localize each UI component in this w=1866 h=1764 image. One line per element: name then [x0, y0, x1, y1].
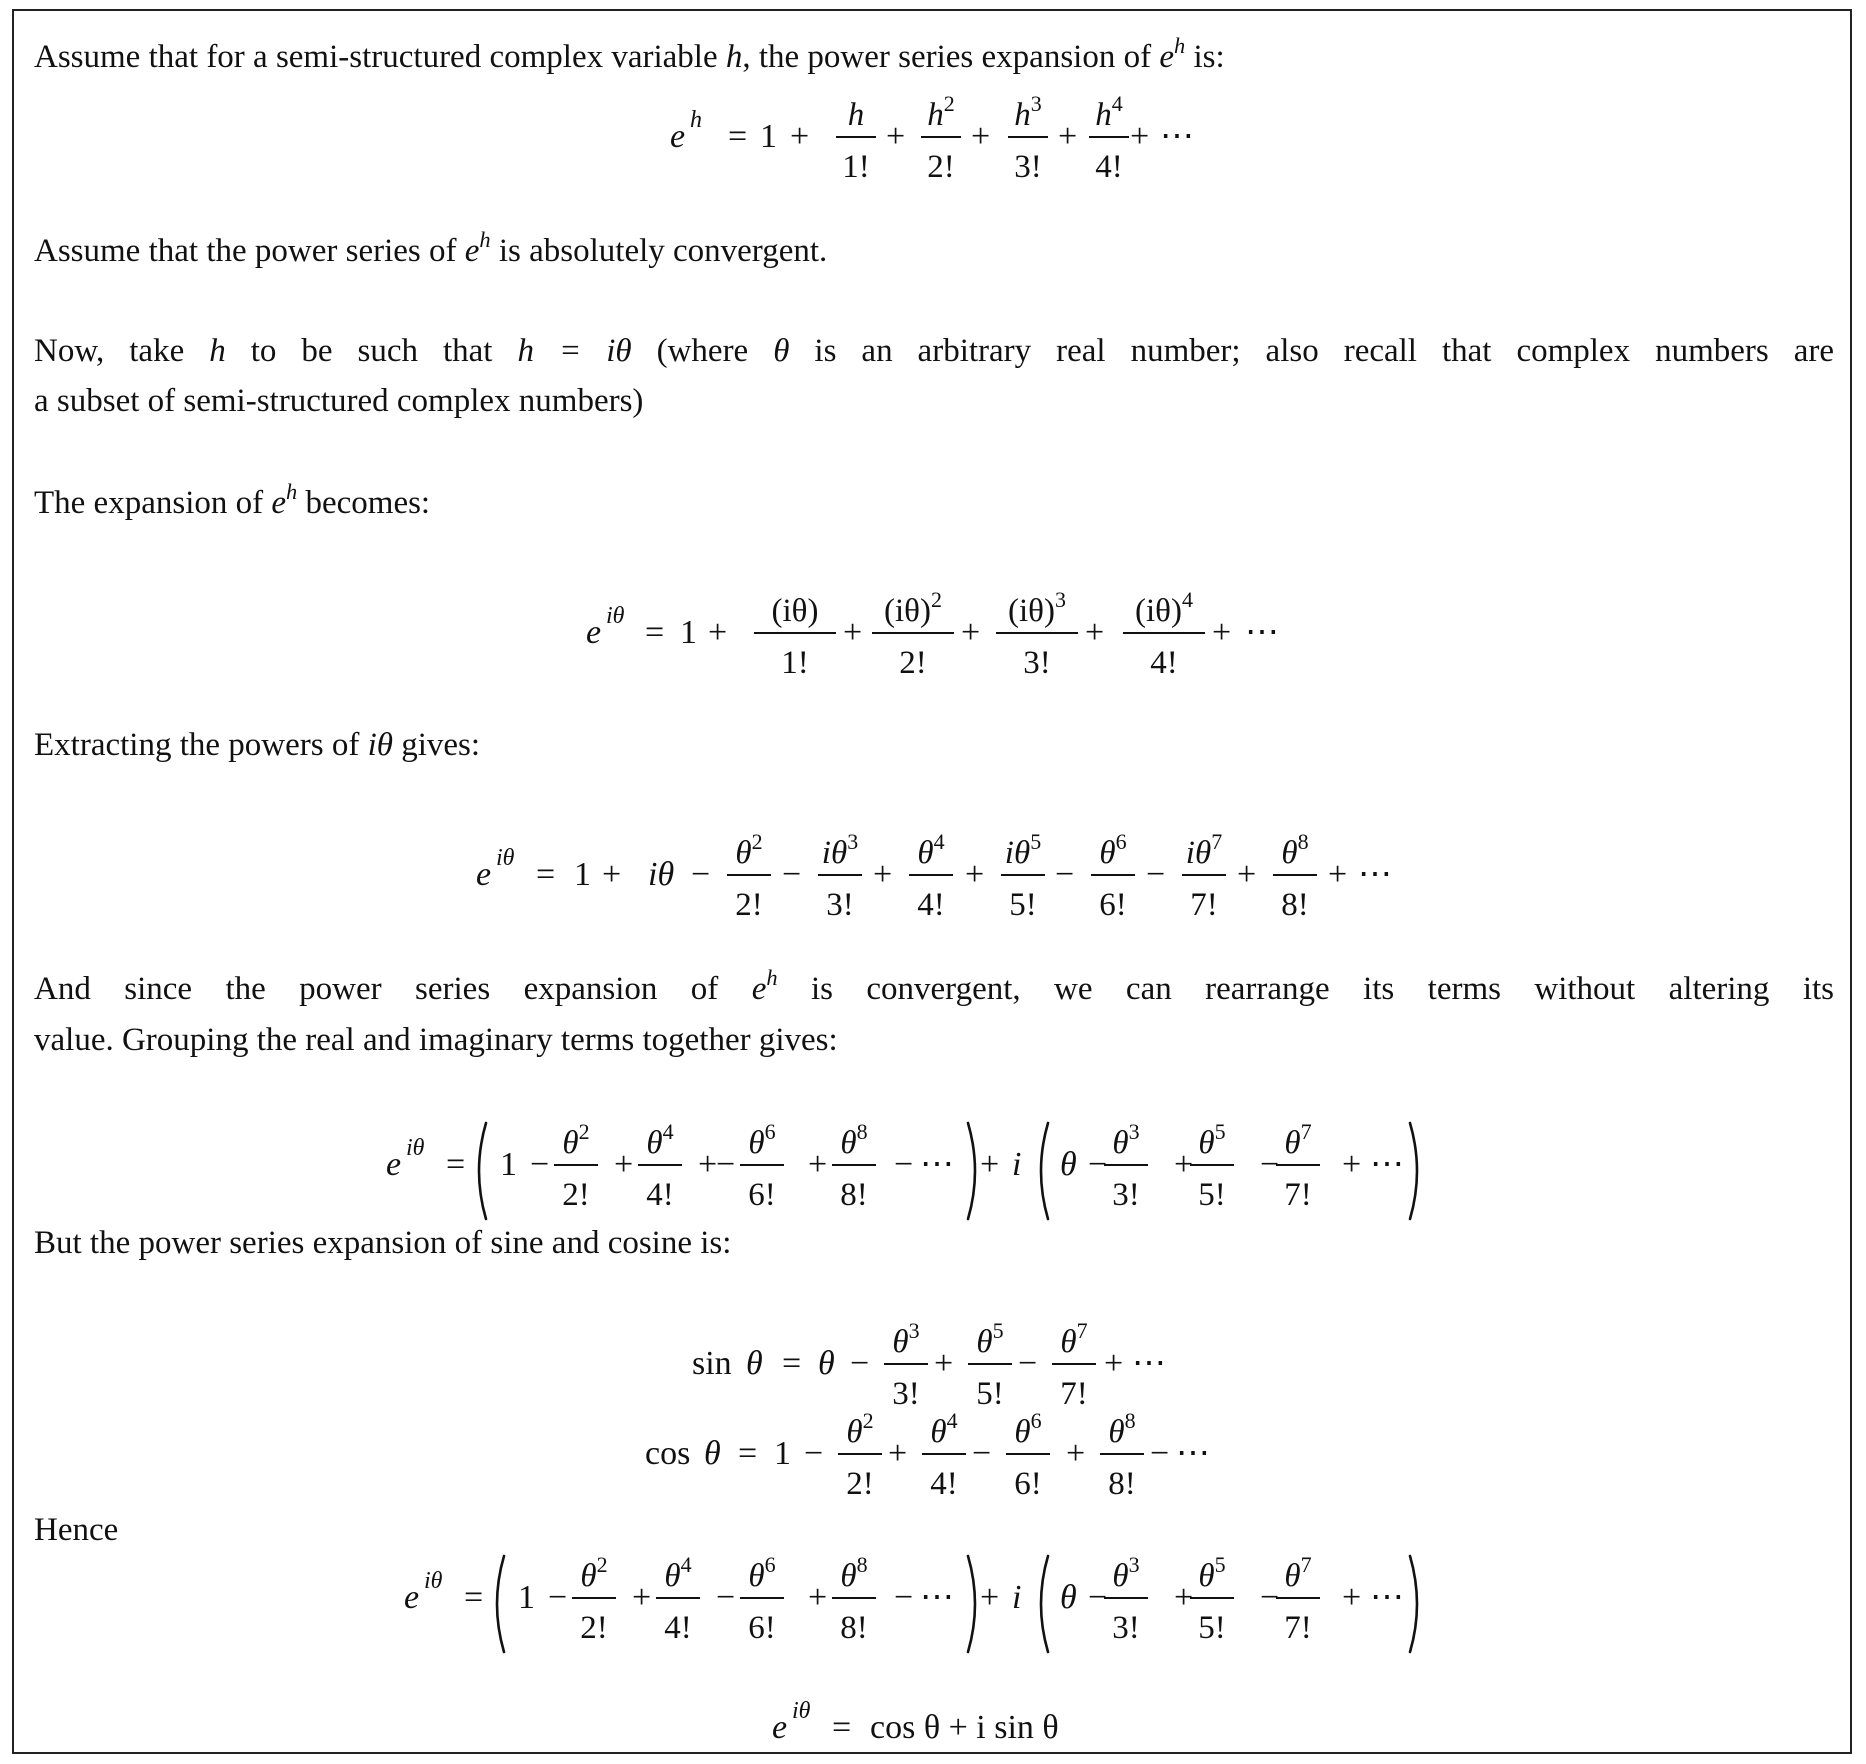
fraction-denominator: 2! — [846, 1466, 874, 1502]
equals-sign: = — [738, 1435, 758, 1472]
paragraph-hence: Hence — [34, 1512, 119, 1548]
exponent: 4 — [946, 1408, 958, 1433]
plus-sign: + — [843, 614, 863, 651]
operator: + — [1174, 1579, 1194, 1616]
e-symbol: e — [404, 1579, 420, 1616]
exponent: 4 — [662, 1119, 674, 1144]
fraction-numerator: $\theta^3$ — [1112, 1119, 1140, 1161]
fraction-denominator: 8! — [840, 1177, 868, 1213]
fraction-numerator: $\theta^4$ — [917, 829, 945, 871]
exponent: 2 — [930, 587, 942, 612]
plus-sign: + — [886, 118, 906, 155]
operator: + — [965, 856, 985, 893]
fraction-numerator: $h^2$ — [927, 91, 955, 133]
theta: θ — [1060, 1579, 1077, 1616]
fraction-numerator: $\theta^5$ — [1198, 1552, 1226, 1594]
fraction-denominator: 6! — [1099, 887, 1127, 923]
exponent: 2 — [862, 1408, 874, 1433]
paragraph-take-h-line2: a subset of semi-structured complex numbers) — [34, 383, 644, 419]
svg-text:=: = — [536, 856, 556, 893]
theta: θ — [704, 1435, 721, 1472]
fraction-numerator: h — [847, 97, 865, 133]
exponent: 3 — [1054, 587, 1066, 612]
fraction-denominator: 3! — [826, 887, 854, 923]
exponent: 2 — [751, 829, 763, 854]
exponent: 4 — [1181, 587, 1193, 612]
fraction-denominator: 7! — [1060, 1376, 1088, 1412]
operator: + — [1174, 1146, 1194, 1183]
fraction-numerator: $\theta^8$ — [1108, 1408, 1136, 1450]
fraction-numerator: $\theta^4$ — [646, 1119, 674, 1161]
paragraph-take-h-line1: Now, take h to be such that h = iθ (where θ is an arbitrary real number; also recall that complex numbers are — [34, 333, 1834, 369]
fraction-denominator: 4! — [1150, 645, 1178, 681]
fraction-numerator: $i\theta^3$ — [821, 829, 859, 871]
exponent: 3 — [847, 829, 859, 854]
fraction-denominator: 3! — [1014, 149, 1042, 185]
svg-text:e: e — [476, 856, 492, 893]
exponent: 8 — [1297, 829, 1309, 854]
fraction-denominator: 4! — [917, 887, 945, 923]
plus-sign: + — [1342, 1579, 1362, 1616]
exponent: 6 — [1115, 829, 1127, 854]
exponent: 3 — [1128, 1119, 1140, 1144]
svg-text:iθ: iθ — [496, 845, 515, 871]
operator: − — [1150, 1435, 1170, 1472]
e-symbol: e — [386, 1146, 402, 1183]
fraction-numerator: $\theta^6$ — [748, 1552, 776, 1594]
operator: − — [1088, 1146, 1108, 1183]
one: 1 — [774, 1435, 791, 1472]
one: 1 — [500, 1146, 517, 1183]
fraction-numerator: $\theta^7$ — [1060, 1318, 1088, 1360]
fraction-denominator: 8! — [840, 1610, 868, 1646]
fraction-denominator: 8! — [1281, 887, 1309, 923]
equals-sign: = — [464, 1579, 484, 1616]
exponent: 5 — [992, 1318, 1004, 1343]
fraction-numerator: $\theta^5$ — [1198, 1119, 1226, 1161]
fraction-numerator: $\theta^4$ — [930, 1408, 958, 1450]
fraction-numerator: $\theta^8$ — [840, 1119, 868, 1161]
exponent: 4 — [933, 829, 945, 854]
fraction-numerator: $\theta^3$ — [1112, 1552, 1140, 1594]
fraction-numerator: $\theta^7$ — [1284, 1552, 1312, 1594]
paragraph-sine-cosine-series: But the power series expansion of sine and cosine is: — [34, 1225, 732, 1261]
operator: − — [804, 1435, 824, 1472]
operator: + — [873, 856, 893, 893]
svg-text:+: + — [1130, 118, 1150, 155]
sin-label: sin — [692, 1345, 732, 1382]
exponent: 5 — [1214, 1552, 1226, 1577]
paragraph-rearrange-line1: And since the power series expansion of $e^h$ is convergent, we can rearrange its terms without altering its — [34, 964, 1834, 1007]
operator: − — [1088, 1579, 1108, 1616]
exponent: 6 — [764, 1119, 776, 1144]
exponent: 8 — [856, 1552, 868, 1577]
paragraph-extracting-powers: Extracting the powers of iθ gives: — [34, 727, 481, 763]
fraction-denominator: 1! — [781, 645, 809, 681]
fraction-numerator: $\theta^7$ — [1284, 1119, 1312, 1161]
fraction-denominator: 1! — [842, 149, 870, 185]
operator: − — [1018, 1345, 1038, 1382]
exponent: 8 — [856, 1119, 868, 1144]
svg-text:+: + — [1212, 614, 1232, 651]
svg-text:+: + — [602, 856, 622, 893]
exponent: 7 — [1211, 829, 1223, 854]
paragraph-rearrange-line2: value. Grouping the real and imaginary terms together gives: — [34, 1022, 838, 1058]
fraction-denominator: 4! — [664, 1610, 692, 1646]
svg-text:=: = — [832, 1709, 852, 1746]
plus-sign: + — [1058, 118, 1078, 155]
fraction-denominator: 4! — [646, 1177, 674, 1213]
exponent: 7 — [1300, 1552, 1312, 1577]
exponent: 3 — [1128, 1552, 1140, 1577]
ellipsis: ⋯ — [1132, 1345, 1166, 1382]
svg-text:iθ: iθ — [648, 856, 675, 893]
svg-text:e: e — [586, 614, 602, 651]
theta: θ — [1060, 1146, 1077, 1183]
operator: − — [972, 1435, 992, 1472]
operator: − — [716, 1579, 736, 1616]
fraction-denominator: 5! — [976, 1376, 1004, 1412]
operator: − — [850, 1345, 870, 1382]
ellipsis: ⋯ — [1176, 1435, 1210, 1472]
exponent: 3 — [1030, 91, 1042, 116]
fraction-numerator: $(i\theta)^3$ — [1008, 587, 1066, 629]
svg-text:1: 1 — [760, 118, 777, 155]
fraction-denominator: 3! — [892, 1376, 920, 1412]
fraction-denominator: 4! — [1095, 149, 1123, 185]
exponent-itheta: iθ — [424, 1568, 443, 1594]
fraction-denominator: 6! — [1014, 1466, 1042, 1502]
exponent: 5 — [1214, 1119, 1226, 1144]
exponent: 6 — [1030, 1408, 1042, 1433]
operator: − — [548, 1579, 568, 1616]
paragraph-expansion-becomes: The expansion of $e^h$ becomes: — [34, 478, 431, 521]
fraction-numerator: $\theta^2$ — [846, 1408, 874, 1450]
fraction-numerator: $\theta^6$ — [1099, 829, 1127, 871]
fraction-numerator: $\theta^6$ — [1014, 1408, 1042, 1450]
fraction-denominator: 7! — [1284, 1610, 1312, 1646]
plus-sign: + — [971, 118, 991, 155]
fraction-numerator: $\theta^2$ — [562, 1119, 590, 1161]
operator: + — [808, 1579, 828, 1616]
one: 1 — [518, 1579, 535, 1616]
svg-text:⋯: ⋯ — [1358, 856, 1392, 893]
imaginary-unit: i — [1012, 1146, 1022, 1183]
ellipsis: ⋯ — [920, 1579, 954, 1616]
plus-sign: + — [980, 1579, 1000, 1616]
fraction-denominator: 2! — [927, 149, 955, 185]
svg-text:⋯: ⋯ — [1245, 614, 1279, 651]
svg-text:+: + — [1328, 856, 1348, 893]
fraction-denominator: 6! — [748, 1177, 776, 1213]
operator: − — [716, 1146, 736, 1183]
fraction-denominator: 5! — [1198, 1610, 1226, 1646]
operator: − — [1055, 856, 1075, 893]
exponent: 4 — [680, 1552, 692, 1577]
fraction-denominator: 8! — [1108, 1466, 1136, 1502]
exponent: 7 — [1076, 1318, 1088, 1343]
fraction-numerator: $\theta^2$ — [580, 1552, 608, 1594]
fraction-denominator: 5! — [1198, 1177, 1226, 1213]
fraction-numerator: $h^3$ — [1014, 91, 1042, 133]
plus-sign: + — [961, 614, 981, 651]
ellipsis: ⋯ — [1370, 1579, 1404, 1616]
fraction-numerator: $\theta^2$ — [735, 829, 763, 871]
fraction-numerator: $h^4$ — [1095, 91, 1123, 133]
plus-sign: + — [1104, 1345, 1124, 1382]
exponent: 6 — [764, 1552, 776, 1577]
svg-text:1: 1 — [680, 614, 697, 651]
theta: θ — [746, 1345, 763, 1382]
svg-text:⋯: ⋯ — [1160, 118, 1194, 155]
exponent: 3 — [908, 1318, 920, 1343]
fraction-numerator: $i\theta^7$ — [1185, 829, 1223, 871]
operator: + — [698, 1146, 718, 1183]
equals-sign: = — [782, 1345, 802, 1382]
svg-text:=: = — [728, 118, 748, 155]
fraction-denominator: 3! — [1112, 1610, 1140, 1646]
fraction-numerator: $\theta^6$ — [748, 1119, 776, 1161]
operator: − — [1260, 1579, 1280, 1616]
fraction-denominator: 4! — [930, 1466, 958, 1502]
exponent: 2 — [943, 91, 955, 116]
e-symbol: e — [670, 118, 686, 155]
fraction-numerator: $(i\theta)^4$ — [1135, 587, 1193, 629]
fraction-denominator: 3! — [1023, 645, 1051, 681]
exponent: 2 — [578, 1119, 590, 1144]
svg-text:=: = — [645, 614, 665, 651]
exponent: 4 — [1111, 91, 1123, 116]
equals-sign: = — [446, 1146, 466, 1183]
fraction-denominator: 2! — [562, 1177, 590, 1213]
operator: − — [894, 1579, 914, 1616]
fraction-denominator: 6! — [748, 1610, 776, 1646]
ellipsis: ⋯ — [920, 1146, 954, 1183]
theta: θ — [818, 1345, 835, 1382]
operator: + — [632, 1579, 652, 1616]
fraction-denominator: 5! — [1009, 887, 1037, 923]
exponent: 8 — [1124, 1408, 1136, 1433]
operator: + — [1237, 856, 1257, 893]
plus-sign: + — [980, 1146, 1000, 1183]
exponent: 2 — [596, 1552, 608, 1577]
exponent-itheta: iθ — [406, 1135, 425, 1161]
svg-text:1: 1 — [574, 856, 591, 893]
operator: + — [808, 1146, 828, 1183]
fraction-denominator: 2! — [899, 645, 927, 681]
fraction-numerator: $(i\theta)^2$ — [884, 587, 942, 629]
cos-label: cos — [645, 1435, 691, 1472]
operator: − — [894, 1146, 914, 1183]
fraction-denominator: 2! — [735, 887, 763, 923]
fraction-numerator: $\theta^3$ — [892, 1318, 920, 1360]
minus-sign: − — [691, 856, 711, 893]
operator: + — [934, 1345, 954, 1382]
fraction-denominator: 2! — [580, 1610, 608, 1646]
exponent-h: h — [690, 107, 702, 133]
svg-text:+: + — [708, 614, 728, 651]
paragraph-intro: Assume that for a semi-structured complex variable h, the power series expansion of $e^h$ is: — [34, 32, 1225, 75]
fraction-denominator: 3! — [1112, 1177, 1140, 1213]
svg-text:+: + — [790, 118, 810, 155]
exponent: 7 — [1300, 1119, 1312, 1144]
fraction-numerator: $\theta^8$ — [1281, 829, 1309, 871]
fraction-numerator: (iθ) — [771, 593, 819, 629]
operator: − — [1260, 1146, 1280, 1183]
svg-text:iθ: iθ — [606, 603, 625, 629]
ellipsis: ⋯ — [1370, 1146, 1404, 1183]
fraction-denominator: 7! — [1284, 1177, 1312, 1213]
operator: − — [782, 856, 802, 893]
fraction-numerator: $i\theta^5$ — [1004, 829, 1042, 871]
svg-text:iθ: iθ — [792, 1698, 811, 1724]
imaginary-unit: i — [1012, 1579, 1022, 1616]
fraction-numerator: $\theta^8$ — [840, 1552, 868, 1594]
plus-sign: + — [1085, 614, 1105, 651]
final-rhs: cos θ + i sin θ — [870, 1709, 1059, 1746]
operator: + — [888, 1435, 908, 1472]
paragraph-absolute-convergence: Assume that the power series of $e^h$ is absolutely convergent. — [34, 226, 828, 269]
fraction-numerator: $\theta^5$ — [976, 1318, 1004, 1360]
exponent: 5 — [1030, 829, 1042, 854]
plus-sign: + — [1342, 1146, 1362, 1183]
operator: + — [1066, 1435, 1086, 1472]
svg-text:e: e — [772, 1709, 788, 1746]
fraction-numerator: $\theta^4$ — [664, 1552, 692, 1594]
operator: + — [614, 1146, 634, 1183]
operator: − — [1146, 856, 1166, 893]
operator: − — [530, 1146, 550, 1183]
fraction-denominator: 7! — [1190, 887, 1218, 923]
